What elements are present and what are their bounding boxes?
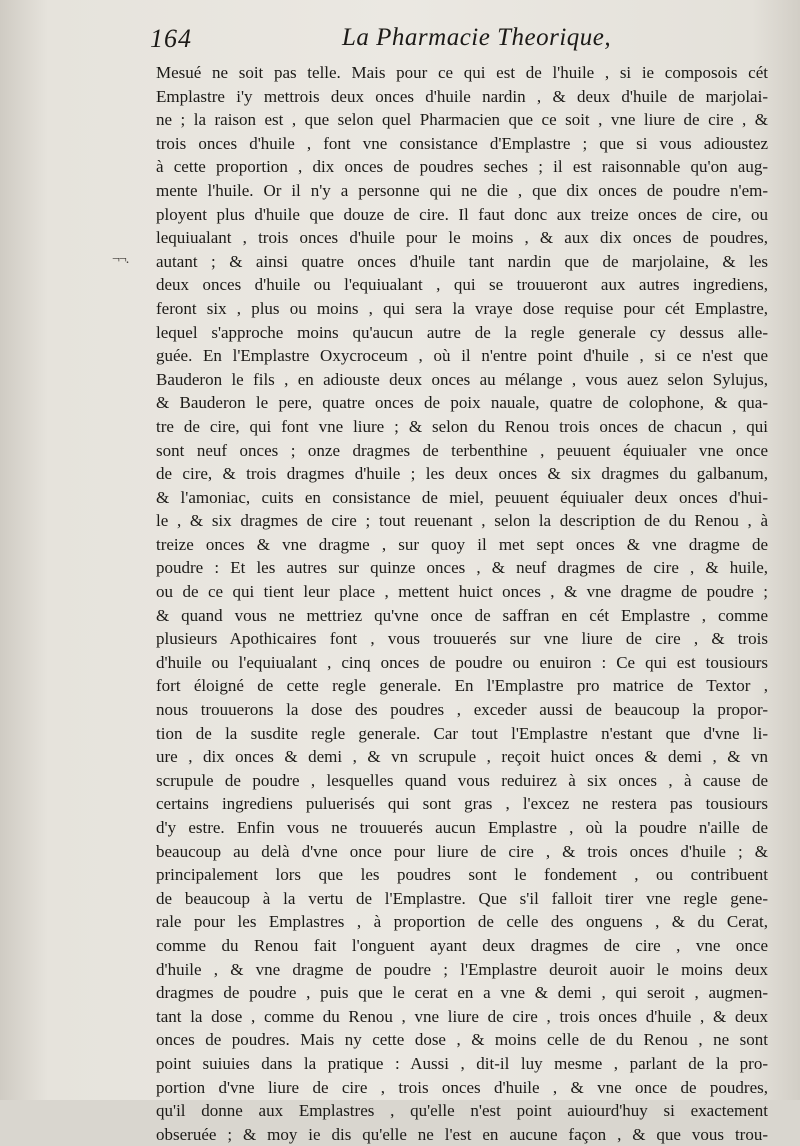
text-line: portion d'vne liure de cire , trois onces d'huile , & vne once de poudres, bbox=[156, 1077, 768, 1097]
text-line: deux onces d'huile ou l'equiualant , qui se trouueront aux autres ingrediens, bbox=[156, 275, 768, 295]
text-line: d'huile , & vne dragme de poudre ; l'Emplastre deuroit auoir le moins deux bbox=[156, 959, 768, 979]
text-line: fort éloigné de cette regle generale. En l'Emplastre pro matrice de Textor , bbox=[156, 676, 768, 696]
text-line: onces de poudres. Mais ny cette dose , & moins celle de du Renou , ne sont bbox=[156, 1030, 768, 1050]
page-header bbox=[150, 24, 760, 60]
margin-annotation: ¬¬. bbox=[112, 252, 129, 267]
text-line: poudre : Et les autres sur quinze onces , & neuf dragmes de cire , & huile, bbox=[156, 558, 768, 578]
text-line: trois onces d'huile , font vne consistance d'Emplastre ; que si vous adioustez bbox=[156, 133, 768, 153]
text-line: ne ; la raison est , que selon quel Pharmacien que ce soit , vne liure de cire , & bbox=[156, 110, 768, 130]
text-line: lequel s'approche moins qu'aucun autre de la regle generale cy dessus alle- bbox=[156, 322, 768, 342]
text-line: feront six , plus ou moins , qui sera la vraye dose requise pour cét Emplastre, bbox=[156, 298, 768, 318]
text-line: nous trouuerons la dose des poudres , exceder aussi de beaucoup la propor- bbox=[156, 700, 768, 720]
text-line: à cette proportion , dix onces de poudres seches ; il est raisonnable qu'on aug- bbox=[156, 157, 768, 177]
text-line: beaucoup au delà d'vne once pour liure de cire , & trois onces d'huile ; & bbox=[156, 841, 768, 861]
running-title: La Pharmacie Theorique, bbox=[342, 24, 612, 51]
text-line: ployent plus d'huile que douze de cire. Il faut donc aux treize onces de cire, ou bbox=[156, 204, 768, 224]
text-line: plusieurs Apothicaires font , vous trouuerés sur vne liure de cire , & trois bbox=[156, 629, 768, 649]
text-line: tre de cire, qui font vne liure ; & selon du Renou trois onces de chacun , qui bbox=[156, 416, 768, 436]
text-line: le , & six dragmes de cire ; tout reuenant , selon la description de du Renou , à bbox=[156, 511, 768, 531]
body-text bbox=[156, 61, 768, 1146]
text-line: autant ; & ainsi quatre onces d'huile tant nardin que de marjolaine, & les bbox=[156, 251, 768, 271]
text-line: dragmes de poudre , puis que le cerat en a vne & demi , qui seroit , augmen- bbox=[156, 983, 768, 1003]
text-line: d'y estre. Enfin vous ne trouuerés aucun Emplastre , où la poudre n'aille de bbox=[156, 818, 768, 837]
text-line: rale pour les Emplastres , à proportion de celle des onguens , & du Cerat, bbox=[156, 912, 768, 932]
text-line: certains ingrediens puluerisés qui sont gras , l'excez ne restera pas tousiours bbox=[156, 794, 768, 814]
page-number: 164 bbox=[150, 24, 192, 53]
text-line: sont neuf onces ; onze dragmes de terbenthine , peuuent équiualer vne once bbox=[156, 440, 768, 460]
text-line: ure , dix onces & demi , & vn scrupule , reçoit huict onces & demi , & vn bbox=[156, 747, 768, 767]
text-line: ou de ce qui tient leur place , mettent huict onces , & vne dragme de poudre ; bbox=[156, 582, 768, 602]
text-line: tion de la susdite regle generale. Car tout l'Emplastre n'estant que d'vne li- bbox=[156, 723, 768, 743]
text-line: treize onces & vne dragme , sur quoy il met sept onces & vne dragme de bbox=[156, 534, 768, 554]
text-line: de cire, & trois dragmes d'huile ; les deux onces & six dragmes du galbanum, bbox=[156, 464, 768, 484]
text-line: & quand vous ne mettriez qu'vne once de saffran en cét Emplastre , comme bbox=[156, 605, 768, 625]
text-line: qu'il donne aux Emplastres , qu'elle n'est point auiourd'huy si exactement bbox=[156, 1101, 768, 1121]
text-line: de beaucoup à la vertu de l'Emplastre. Que s'il falloit tirer vne regle gene- bbox=[156, 888, 768, 908]
text-line: & l'amoniac, cuits en consistance de miel, peuuent équiualer deux onces d'hui- bbox=[156, 487, 768, 507]
text-line: tant la dose , comme du Renou , vne liure de cire , trois onces d'huile , & deux bbox=[156, 1006, 768, 1026]
text-line: Bauderon le fils , en adiouste deux onces au mélange , vous auez selon Sylujus, bbox=[156, 369, 768, 389]
text-line: scrupule de poudre , lesquelles quand vous reduirez à six onces , à cause de bbox=[156, 770, 768, 790]
text-line: principalement lors que les poudres sont le fondement , ou contribuent bbox=[156, 865, 768, 885]
text-line: Mesué ne soit pas telle. Mais pour ce qui est de l'huile , si ie composois cét bbox=[156, 63, 768, 82]
text-line: lequiualant , trois onces d'huile pour le moins , & aux dix onces de poudres, bbox=[156, 228, 768, 248]
text-line: obseruée ; & moy ie dis qu'elle ne l'est en aucune façon , & que vous trou- bbox=[156, 1124, 768, 1144]
text-line: & Bauderon le pere, quatre onces de poix nauale, quatre de colophone, & qua- bbox=[156, 393, 768, 413]
text-line: comme du Renou fait l'onguent ayant deux dragmes de cire , vne once bbox=[156, 935, 768, 955]
text-line: guée. En l'Emplastre Oxycroceum , où il n'entre point d'huile , si ce n'est que bbox=[156, 346, 768, 366]
text-line: point suiuies dans la pratique : Aussi , dit-il luy mesme , parlant de la pro- bbox=[156, 1053, 768, 1073]
text-line: Emplastre i'y mettrois deux onces d'huile nardin , & deux d'huile de marjolai- bbox=[156, 86, 768, 106]
text-line: mente l'huile. Or il n'y a personne qui ne die , que dix onces de poudre n'em- bbox=[156, 180, 768, 200]
text-line: d'huile ou l'equiualant , cinq onces de poudre ou enuiron : Ce qui est tousiours bbox=[156, 652, 768, 672]
